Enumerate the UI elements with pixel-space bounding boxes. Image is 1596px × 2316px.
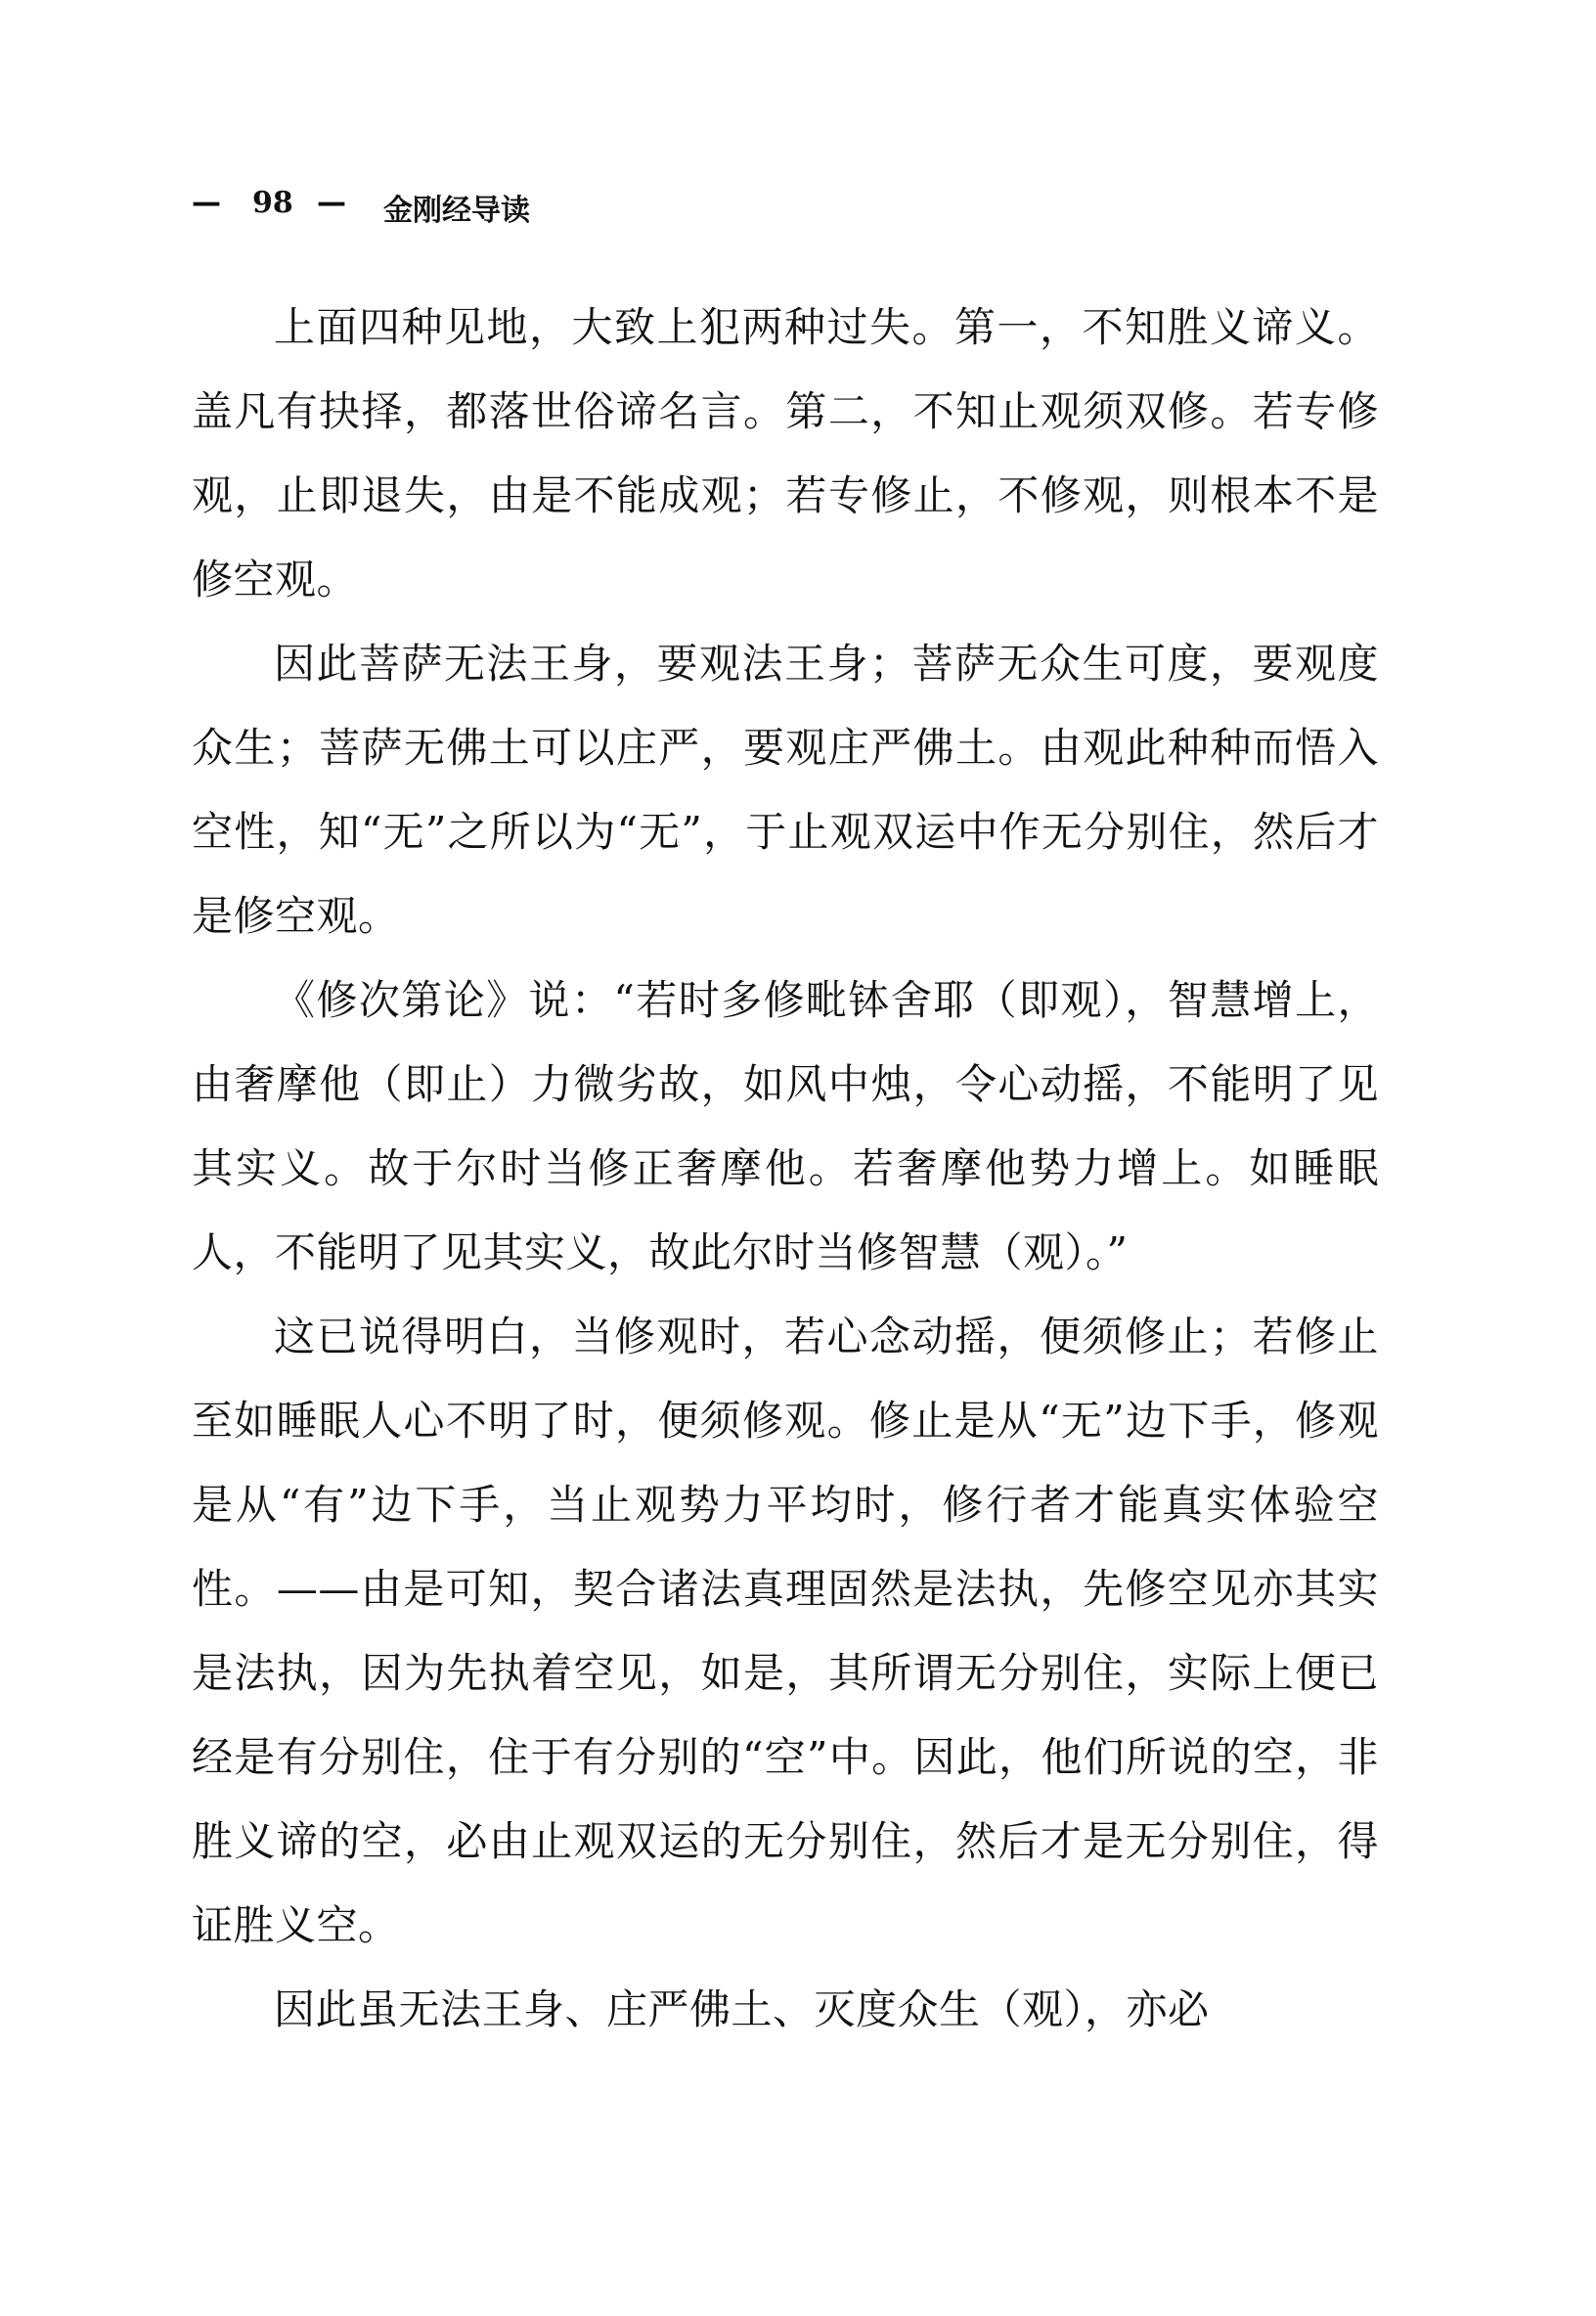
page-number: 98: [252, 186, 293, 220]
paragraph-2: 因此菩萨无法王身，要观法王身；菩萨无众生可度，要观度众生；菩萨无佛土可以庄严，要观庄严佛土。由观此种种而悟入空性，知“无”之所以为“无”，于止观双运中作无分别住，然后才是修空观。: [192, 640, 1379, 940]
header-dash-left: —: [192, 186, 221, 220]
page-header: [192, 186, 778, 233]
paragraph-1: 上面四种见地，大致上犯两种过失。第一，不知胜义谛义。盖凡有抉择，都落世俗谛名言。第二，不知止观须双修。若专修观，止即退失，由是不能成观；若专修止，不修观，则根本不是修空观。: [192, 303, 1379, 603]
paragraph-5: 因此虽无法王身、庄严佛土、灭度众生（观），亦必: [274, 1985, 1210, 2033]
paragraph-4: 这已说得明白，当修观时，若心念动摇，便须修止；若修止至如睡眠人心不明了时，便须修观。修止是从“无”边下手，修观是从“有”边下手，当止观势力平均时，修行者才能真实体验空性。——由是可知，契合诸法真理固然是法执，先修空见亦其实是法执，因为先执着空见，如是，其所谓无分别住，实际上便已经是有分别住，住于有分别的“空”中。因此，他们所说的空，非胜义谛的空，必由止观双运的无分别住，然后才是无分别住，得证胜义空。: [192, 1313, 1379, 1949]
paragraph-3: 《修次第论》说：“若时多修毗钵舍耶（即观），智慧增上，由奢摩他（即止）力微劣故，如风中烛，令心动摇，不能明了见其实义。故于尔时当修正奢摩他。若奢摩他势力增上。如睡眠人，不能明了见其实义，故此尔时当修智慧（观）。”: [192, 976, 1379, 1276]
header-dash-right: —: [317, 186, 346, 220]
page-body: [192, 286, 1379, 2222]
book-title: 金刚经导读: [383, 194, 530, 228]
